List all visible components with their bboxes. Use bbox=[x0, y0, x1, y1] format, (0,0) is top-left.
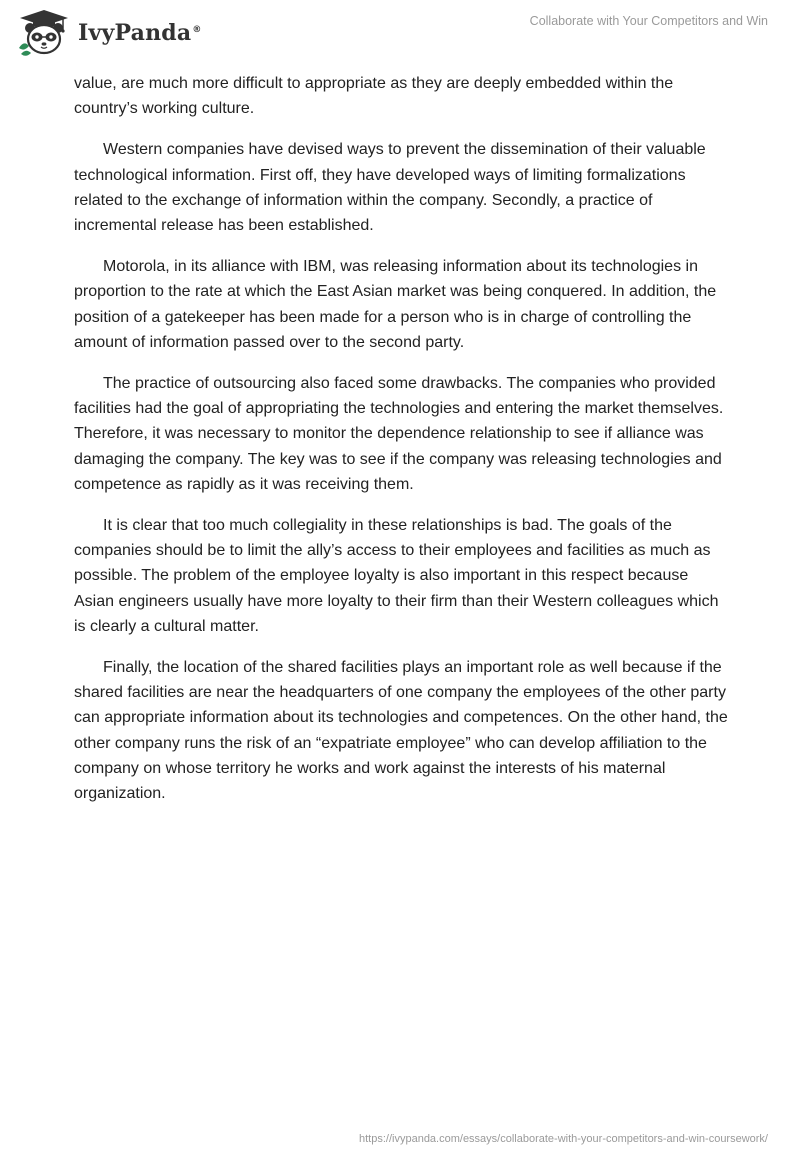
source-url-link[interactable]: https://ivypanda.com/essays/collaborate-with-your-competitors-and-win-coursework/ bbox=[359, 1133, 768, 1145]
paragraph: Western companies have devised ways to prevent the dissemination of their valuable technological information. First off, they have developed ways of limiting formalizations related to the exchange of information within the company. Secondly, a practice of incremental release has been established. bbox=[74, 141, 706, 235]
paragraph: The practice of outsourcing also faced some drawbacks. The companies who provided facilities had the goal of appropriating the technologies and entering the market themselves. Therefore, it was necessary to monitor the dependence relationship to see if alliance was damaging the company. The key was to see if the company was releasing technologies and competence as rapidly as it was receiving them. bbox=[74, 375, 724, 493]
paragraph: It is clear that too much collegiality in these relationships is bad. The goals of the companies should be to limit the ally’s access to their employees and facilities as much as possible. The problem of the employee loyalty is also important in this respect because Asian engineers usually have more loyalty to their firm than their Western colleagues which is clearly a cultural matter. bbox=[74, 517, 719, 635]
paragraph: Motorola, in its alliance with IBM, was releasing information about its technologies in proportion to the rate at which the East Asian market was being conquered. In addition, the position of a gatekeeper has been made for a person who is in charge of controlling the amount of information passed over to the second party. bbox=[74, 258, 717, 351]
essay-body bbox=[74, 71, 728, 822]
document-title: Collaborate with Your Competitors and Win bbox=[529, 14, 768, 28]
logo-text bbox=[78, 20, 202, 46]
ivypanda-logo[interactable] bbox=[16, 8, 202, 56]
paragraph-continued: value, are much more difficult to appropriate as they are deeply embedded within the country’s working culture. bbox=[74, 75, 674, 118]
paragraph: Finally, the location of the shared facilities plays an important role as well because if the shared facilities are near the headquarters of one company the employees of the other party can appropriate information about its technologies and competences. On the other hand, the other company runs the risk of an “expatriate employee” who can develop affiliation to the company on whose territory he works and work against the interests of his maternal organization. bbox=[74, 659, 728, 803]
logo-wordmark: IvyPanda bbox=[78, 20, 192, 46]
page-header bbox=[0, 0, 800, 60]
registered-mark: ® bbox=[192, 24, 202, 35]
panda-mascot-icon bbox=[16, 8, 72, 56]
